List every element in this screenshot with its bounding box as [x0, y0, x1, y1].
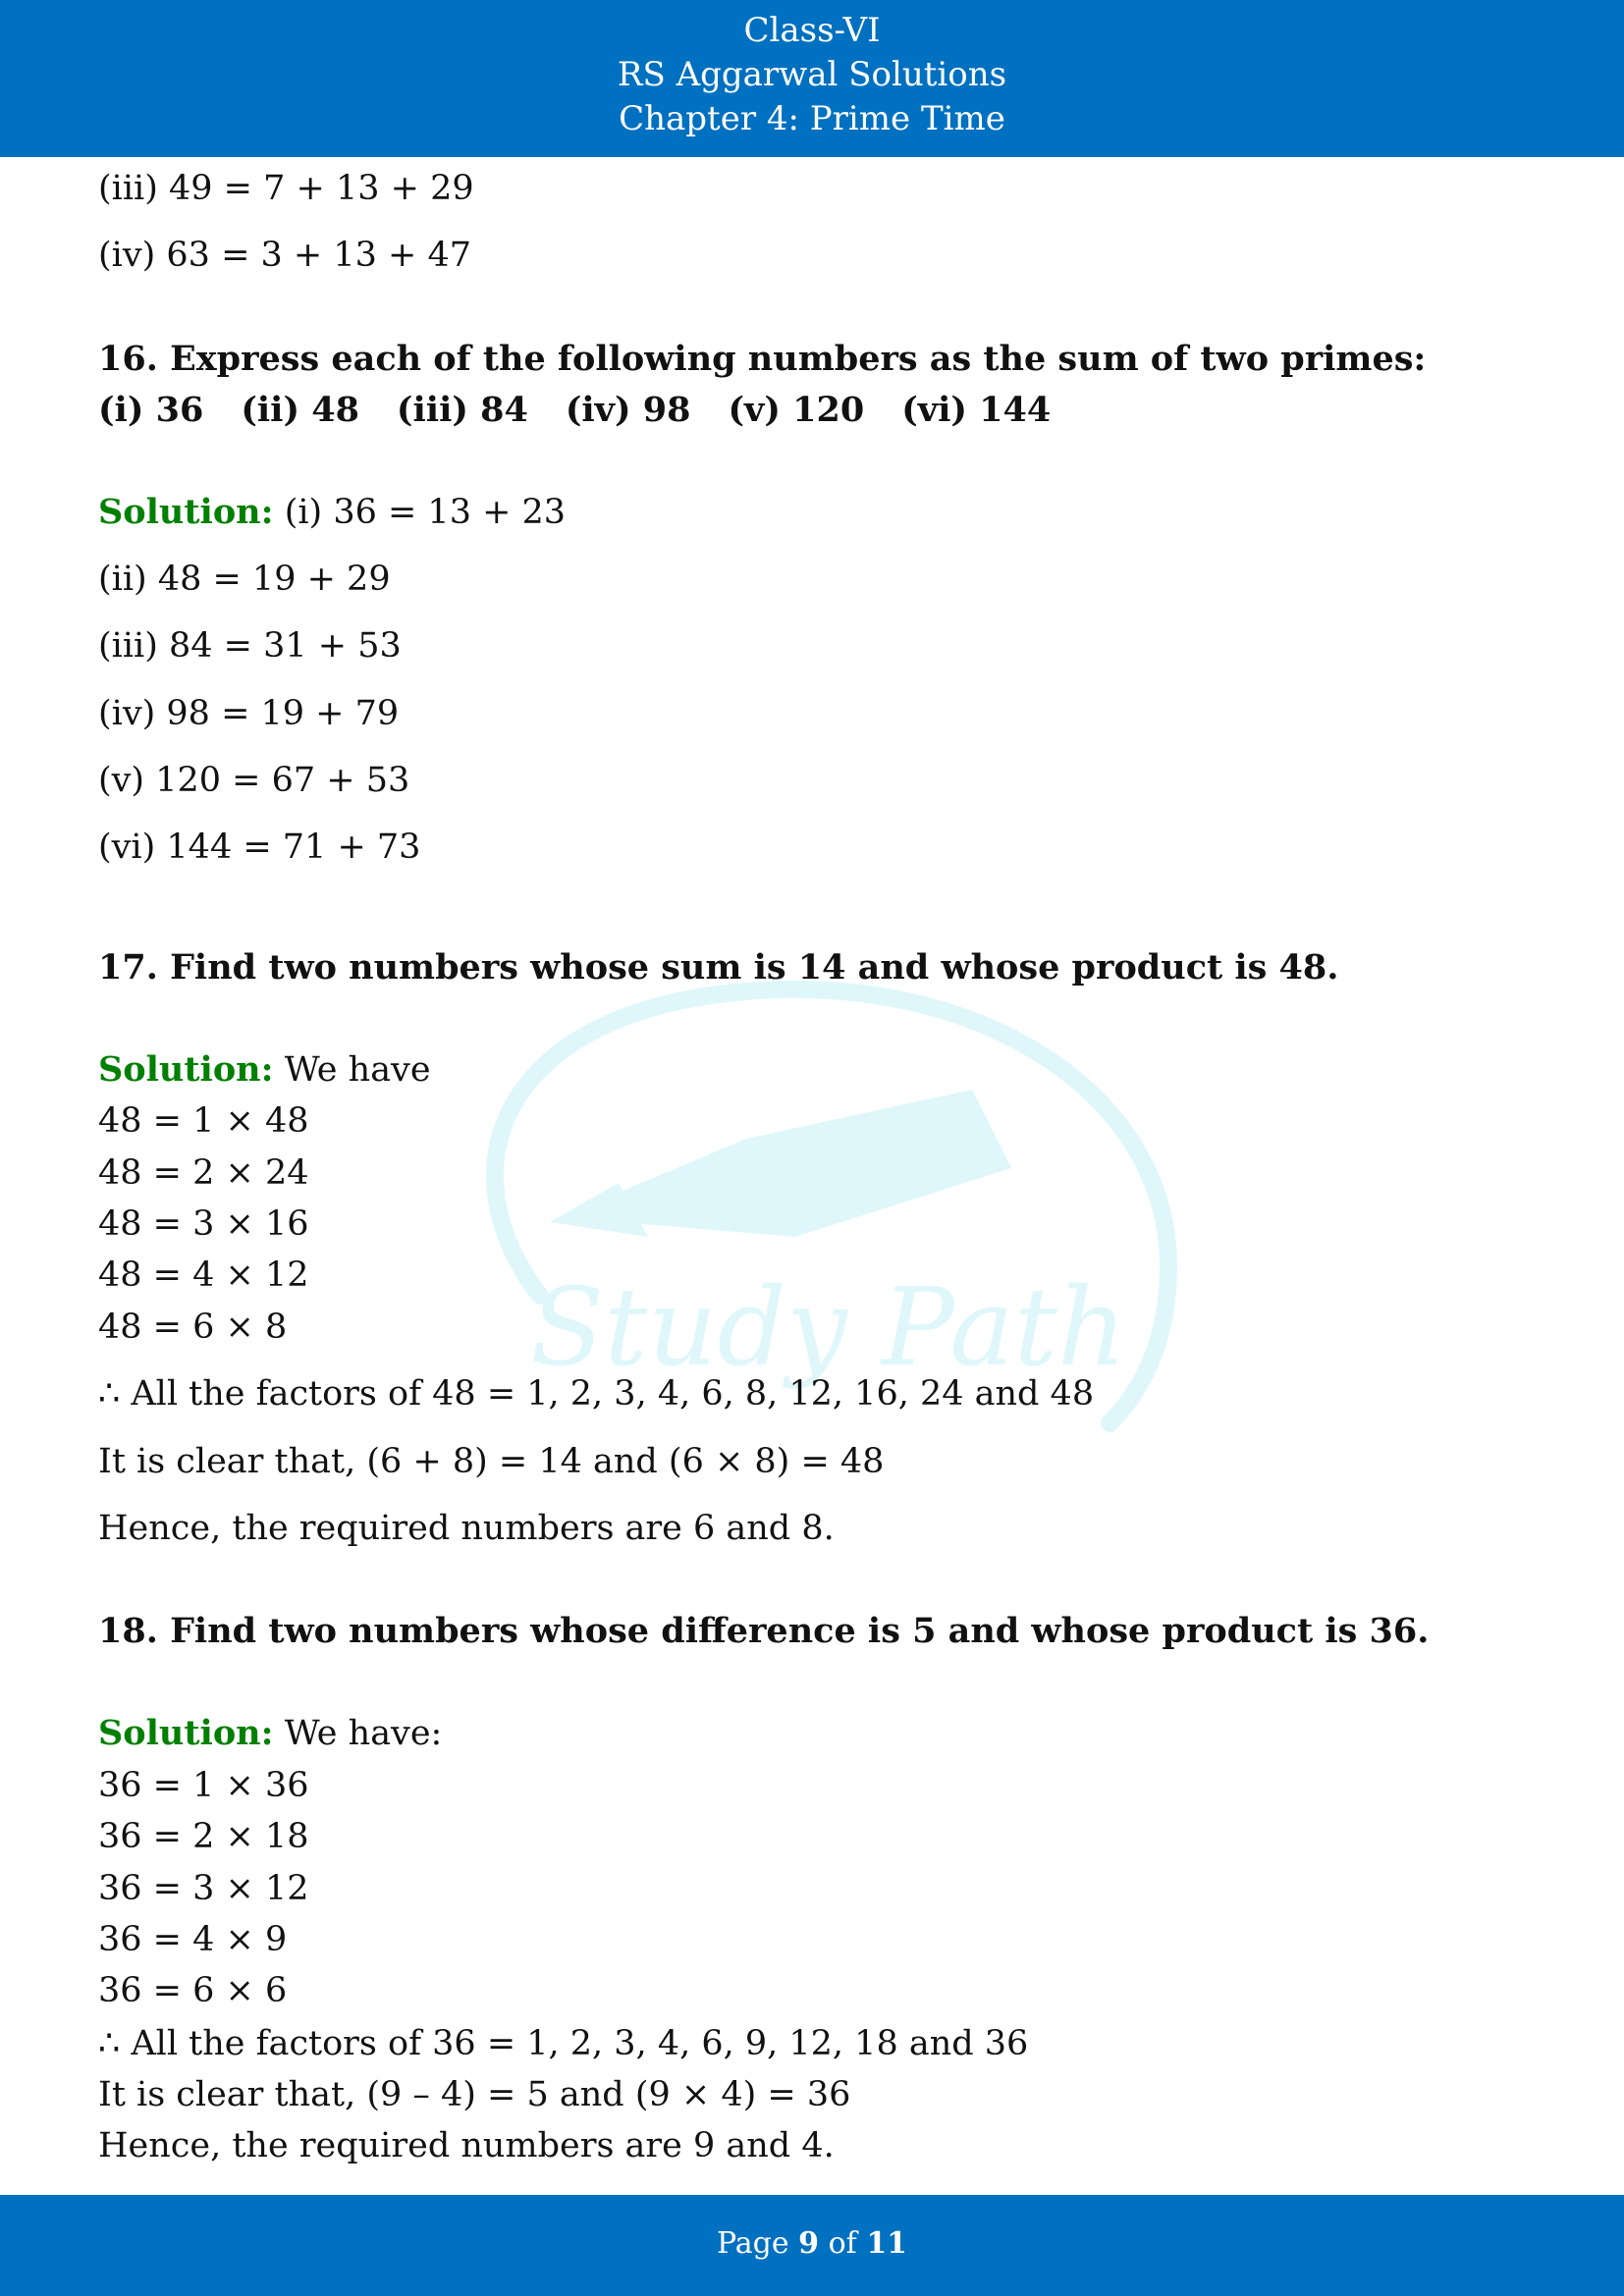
q17-factor-pair: 48 = 3 × 16	[98, 1204, 309, 1244]
question-16-title: 16. Express each of the following numbers as the sum of two primes:	[98, 339, 1427, 379]
q17-conclusion: Hence, the required numbers are 6 and 8.	[98, 1509, 835, 1548]
q18-factor-pair: 36 = 4 × 9	[98, 1920, 288, 1959]
header-book: RS Aggarwal Solutions	[617, 55, 1007, 94]
prev-answer-iii: (iii) 49 = 7 + 13 + 29	[98, 169, 474, 208]
q17-factor-pair: 48 = 1 × 48	[98, 1101, 309, 1141]
page-label: Page	[716, 2226, 789, 2261]
of-label: of	[828, 2226, 857, 2261]
option-iii: (iii) 84	[396, 390, 528, 430]
q18-solution-first	[98, 1712, 442, 1755]
header-chapter: Chapter 4: Prime Time	[619, 99, 1005, 138]
option-v: (v) 120	[728, 390, 865, 430]
solution-label: Solution:	[98, 1713, 274, 1753]
q18-all-factors: ∴ All the factors of 36 = 1, 2, 3, 4, 6, 9, 12, 18 and 36	[98, 2024, 1029, 2063]
option-ii: (ii) 48	[241, 390, 359, 430]
q17-we-have: We have	[284, 1050, 431, 1090]
q18-factor-pair: 36 = 2 × 18	[98, 1817, 309, 1856]
solution-label: Solution:	[98, 1049, 274, 1090]
current-page-number: 9	[798, 2226, 820, 2261]
header-class: Class-VI	[743, 11, 881, 50]
q16-answer-ii: (ii) 48 = 19 + 29	[98, 560, 391, 599]
q18-factor-pair: 36 = 3 × 12	[98, 1869, 309, 1908]
solution-label: Solution:	[98, 492, 274, 532]
q18-factor-pair: 36 = 1 × 36	[98, 1766, 309, 1805]
total-pages-number: 11	[866, 2226, 908, 2261]
q16-answer-iii: (iii) 84 = 31 + 53	[98, 626, 402, 666]
watermark-text: Study Path	[530, 1264, 1127, 1390]
page-footer	[0, 2195, 1624, 2296]
option-vi: (vi) 144	[901, 390, 1052, 430]
question-18-title: 18. Find two numbers whose difference is 5 and whose product is 36.	[98, 1611, 1430, 1651]
q16-answer-i: (i) 36 = 13 + 23	[284, 493, 567, 532]
q16-answer-vi: (vi) 144 = 71 + 73	[98, 828, 421, 867]
prev-answer-iv: (iv) 63 = 3 + 13 + 47	[98, 236, 472, 275]
q18-factor-pair: 36 = 6 × 6	[98, 1971, 288, 2010]
q16-answer-iv: (iv) 98 = 19 + 79	[98, 694, 400, 733]
question-17-title: 17. Find two numbers whose sum is 14 and whose product is 48.	[98, 947, 1339, 988]
option-i: (i) 36	[98, 390, 204, 430]
q18-clear-that: It is clear that, (9 – 4) = 5 and (9 × 4) = 36	[98, 2075, 851, 2114]
q16-answer-v: (v) 120 = 67 + 53	[98, 761, 410, 800]
q17-factor-pair: 48 = 4 × 12	[98, 1255, 309, 1295]
q18-we-have: We have:	[284, 1714, 443, 1753]
option-iv: (iv) 98	[565, 390, 691, 430]
q17-factor-pair: 48 = 6 × 8	[98, 1308, 288, 1347]
question-16-options	[98, 389, 1088, 432]
page-header	[0, 0, 1624, 157]
q17-clear-that: It is clear that, (6 + 8) = 14 and (6 × 8) = 48	[98, 1442, 885, 1481]
q17-factor-pair: 48 = 2 × 24	[98, 1153, 309, 1193]
q17-all-factors: ∴ All the factors of 48 = 1, 2, 3, 4, 6, 8, 12, 16, 24 and 48	[98, 1374, 1095, 1414]
q18-conclusion: Hence, the required numbers are 9 and 4.	[98, 2126, 835, 2165]
q17-solution-first	[98, 1048, 431, 1092]
q16-solution-first	[98, 491, 566, 534]
